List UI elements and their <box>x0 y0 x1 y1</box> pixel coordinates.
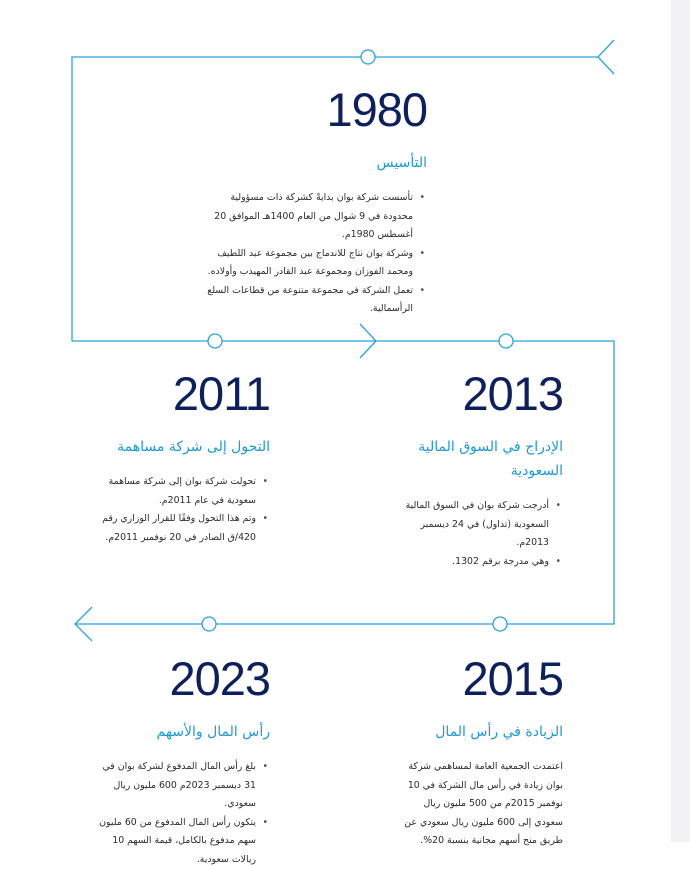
list-item: • بلغ رأس المال المدفوع لشركة بوان في 31 ديسمبر 2023م 600 مليون ريال سعودي. <box>92 758 256 814</box>
milestone-heading: رأس المال والأسهم <box>92 720 270 744</box>
milestone-year: 2011 <box>92 370 270 417</box>
milestone-bullets <box>92 473 270 547</box>
milestone-bullets <box>405 497 563 571</box>
milestone-heading: الزيادة في رأس المال <box>392 720 563 744</box>
list-item: • وتم هذا التحول وفقًا للقرار الوزاري رقم 420/ق الصادر في 20 نوفمبر 2011م. <box>92 510 256 547</box>
milestone-2015 <box>392 655 563 851</box>
milestone-2011 <box>92 370 270 547</box>
list-item: • تحولت شركة بوان إلى شركة مساهمة سعودية في عام 2011م. <box>92 473 256 510</box>
milestone-heading: التأسيس <box>205 151 427 175</box>
milestone-heading: الإدراج في السوق المالية السعودية <box>405 435 563 483</box>
timeline-node <box>202 617 216 631</box>
milestone-bullets <box>92 758 270 869</box>
list-item: • أدرجت شركة بوان في السوق المالية السعودية (تداول) في 24 ديسمبر 2013م. <box>405 497 549 553</box>
milestone-bullets <box>205 189 427 319</box>
milestone-year: 2013 <box>405 370 563 417</box>
milestone-year: 2015 <box>392 655 563 702</box>
milestone-year: 1980 <box>205 86 427 133</box>
timeline-node <box>208 334 222 348</box>
list-item: • يتكون رأس المال المدفوع من 60 مليون سهم مدفوع بالكامل، قيمة السهم 10 ريالات سعودية. <box>92 814 256 869</box>
timeline-node <box>493 617 507 631</box>
list-item: • وشركة بوان نتاج للاندماج بين مجموعة عبد اللطيف ومحمد الفوزان ومجموعة عبد القادر المهيدب وأولاده. <box>205 245 413 282</box>
milestone-year: 2023 <box>92 655 270 702</box>
milestone-2023 <box>92 655 270 869</box>
timeline-node <box>499 334 513 348</box>
list-item: • تعمل الشركة في مجموعة متنوعة من قطاعات السلع الرأسمالية. <box>205 282 413 319</box>
milestone-1980 <box>205 86 427 319</box>
arrow-left-icon <box>598 40 614 74</box>
milestone-heading: التحول إلى شركة مساهمة <box>92 435 270 459</box>
timeline-node <box>361 50 375 64</box>
milestone-paragraph: اعتمدت الجمعية العامة لمساهمي شركة بوان زيادة في رأس مال الشركة في 10 نوفمبر 2015م من 500 مليون ريال سعودي إلى 600 مليون ريال سعودي عن طريق منح أسهم مجانية بنسبة 20%. <box>392 758 563 851</box>
milestone-2013 <box>405 370 563 571</box>
list-item: • وهي مدرجة برقم 1302. <box>405 553 549 572</box>
list-item: • تأسست شركة بوان بدايةً كشركة ذات مسؤولية محدودة في 9 شوال من العام 1400هـ الموافق 20 أغسطس 1980م. <box>205 189 413 245</box>
